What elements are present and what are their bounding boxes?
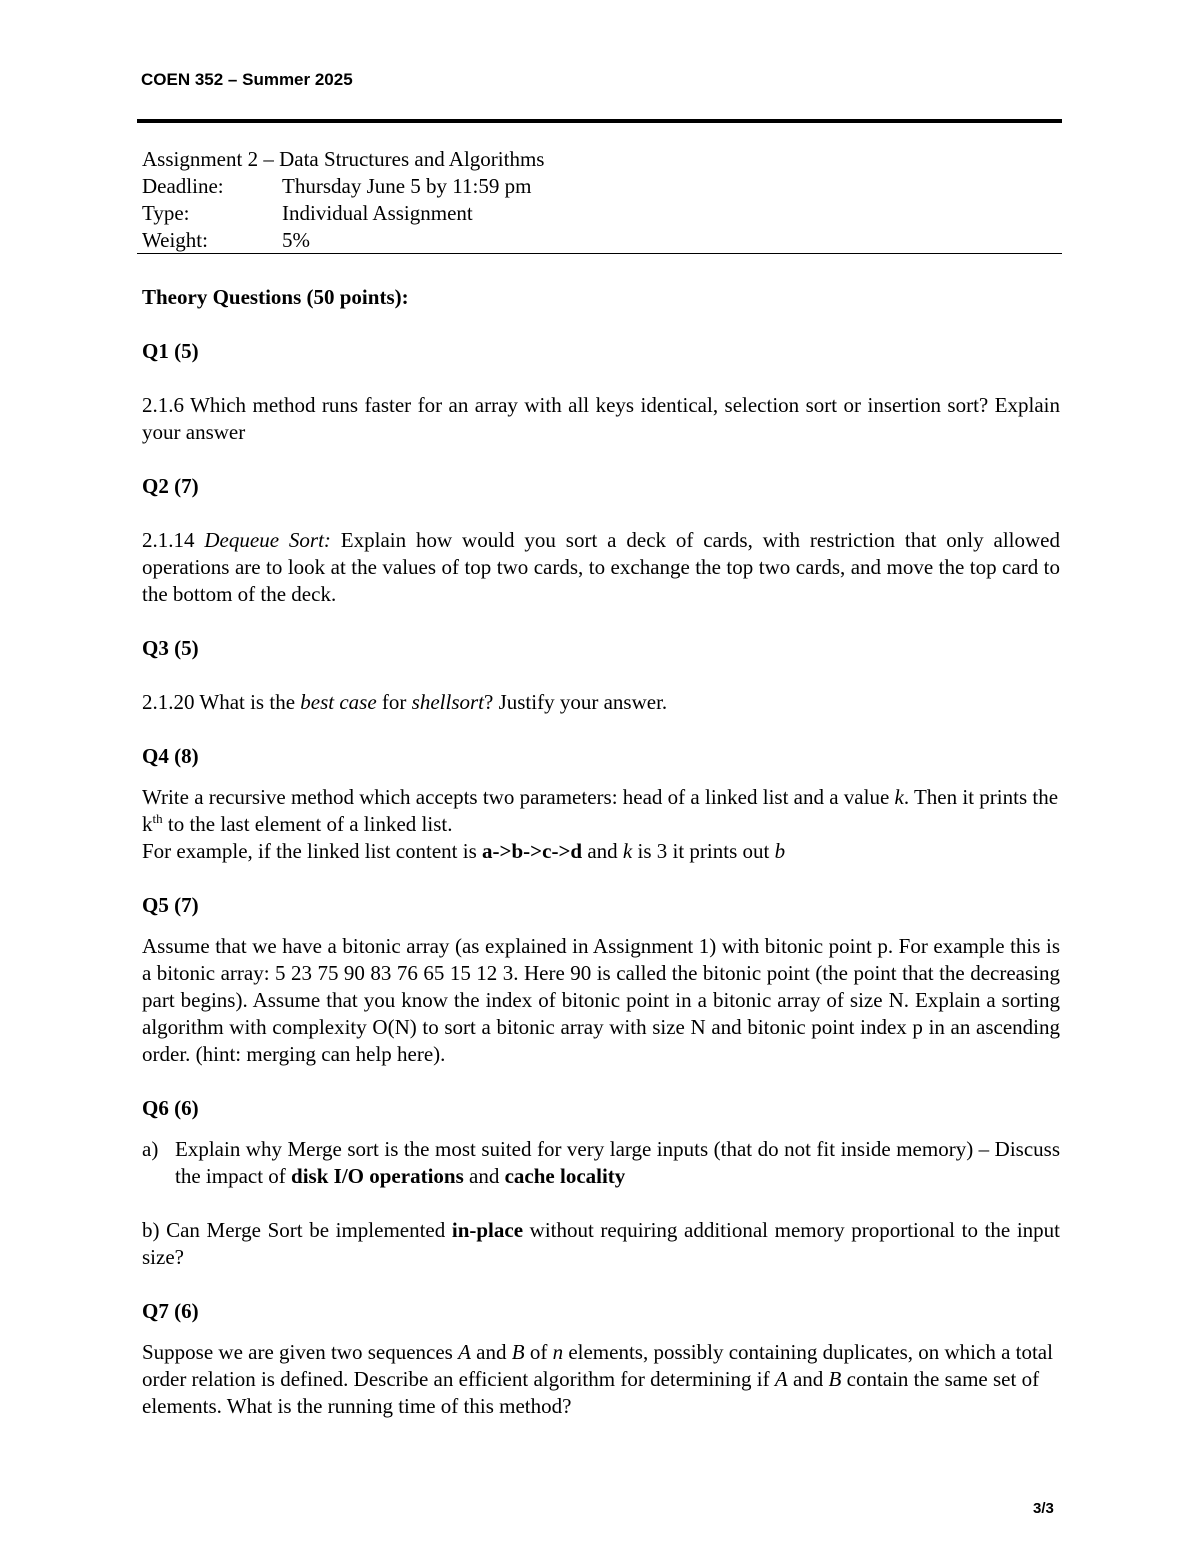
course-header: COEN 352 – Summer 2025 bbox=[141, 70, 353, 89]
q7-text: Suppose we are given two sequences A and B of n elements, possibly containing duplicates, on which a total order relation is defined. Describe an efficient algorithm for determining if A and B contain the same set of elements. What is the running time of this method? bbox=[142, 1340, 1053, 1418]
meta-key: Type: bbox=[142, 201, 190, 225]
header-rule bbox=[137, 119, 1062, 123]
q1-title: Q1 (5) bbox=[142, 339, 199, 363]
meta-type bbox=[142, 200, 544, 227]
questions bbox=[142, 284, 1060, 1420]
q4-example: For example, if the linked list content is a->b->c->d and k is 3 it prints out b bbox=[142, 839, 786, 863]
meta-value: 5% bbox=[282, 228, 310, 252]
q6-a-label: a) bbox=[142, 1137, 159, 1161]
q2-text: 2.1.14 Dequeue Sort: Explain how would you sort a deck of cards, with restriction that only allowed operations are to look at the values of top two cards, to exchange the top two cards, and move the top card to the bottom of the deck. bbox=[142, 528, 1060, 606]
section-title: Theory Questions (50 points): bbox=[142, 285, 409, 309]
q5-text: Assume that we have a bitonic array (as explained in Assignment 1) with bitonic point p. For example this is a bitonic array: 5 23 75 90 83 76 65 15 12 3. Here 90 is called the bitonic point (the point that the decreasing part begins). Assume that you know the index of bitonic point in a bitonic array of size N. Explain a sorting algorithm with complexity O(N) to sort a bitonic array with size N and bitonic point index p in an ascending order. (hint: merging can help here). bbox=[142, 934, 1060, 1066]
q5-title: Q5 (7) bbox=[142, 893, 199, 917]
q4-title: Q4 (8) bbox=[142, 744, 199, 768]
meta-value: Individual Assignment bbox=[282, 201, 473, 225]
q6-part-b: b) Can Merge Sort be implemented in-place without requiring additional memory proportional to the input size? bbox=[142, 1218, 1060, 1269]
q3-text: 2.1.20 What is the best case for shellsort? Justify your answer. bbox=[142, 690, 668, 714]
q2-title: Q2 (7) bbox=[142, 474, 199, 498]
meta-deadline bbox=[142, 173, 544, 200]
assignment-meta bbox=[142, 146, 544, 254]
q4-text: Write a recursive method which accepts two parameters: head of a linked list and a value k. Then it prints the $k^{th}$ to the last element of a linked list. bbox=[142, 785, 1059, 836]
assignment-title: Assignment 2 – Data Structures and Algorithms bbox=[142, 147, 545, 171]
q3-title: Q3 (5) bbox=[142, 636, 199, 660]
q6-title: Q6 (6) bbox=[142, 1096, 199, 1120]
q1-text: 2.1.6 Which method runs faster for an array with all keys identical, selection sort or insertion sort? Explain your answer bbox=[142, 393, 1060, 444]
meta-key: Weight: bbox=[142, 228, 208, 252]
q6-a-text: Explain why Merge sort is the most suited for very large inputs (that do not fit inside memory) – Discuss the impact of disk I/O operations and cache locality bbox=[175, 1137, 1060, 1188]
page-number: 3/3 bbox=[1033, 1500, 1054, 1517]
meta-weight bbox=[142, 227, 544, 254]
q7-title: Q7 (6) bbox=[142, 1299, 199, 1323]
q6-part-a bbox=[142, 1136, 1060, 1190]
meta-rule bbox=[137, 253, 1062, 254]
meta-key: Deadline: bbox=[142, 174, 224, 198]
meta-value: Thursday June 5 by 11:59 pm bbox=[282, 174, 532, 198]
